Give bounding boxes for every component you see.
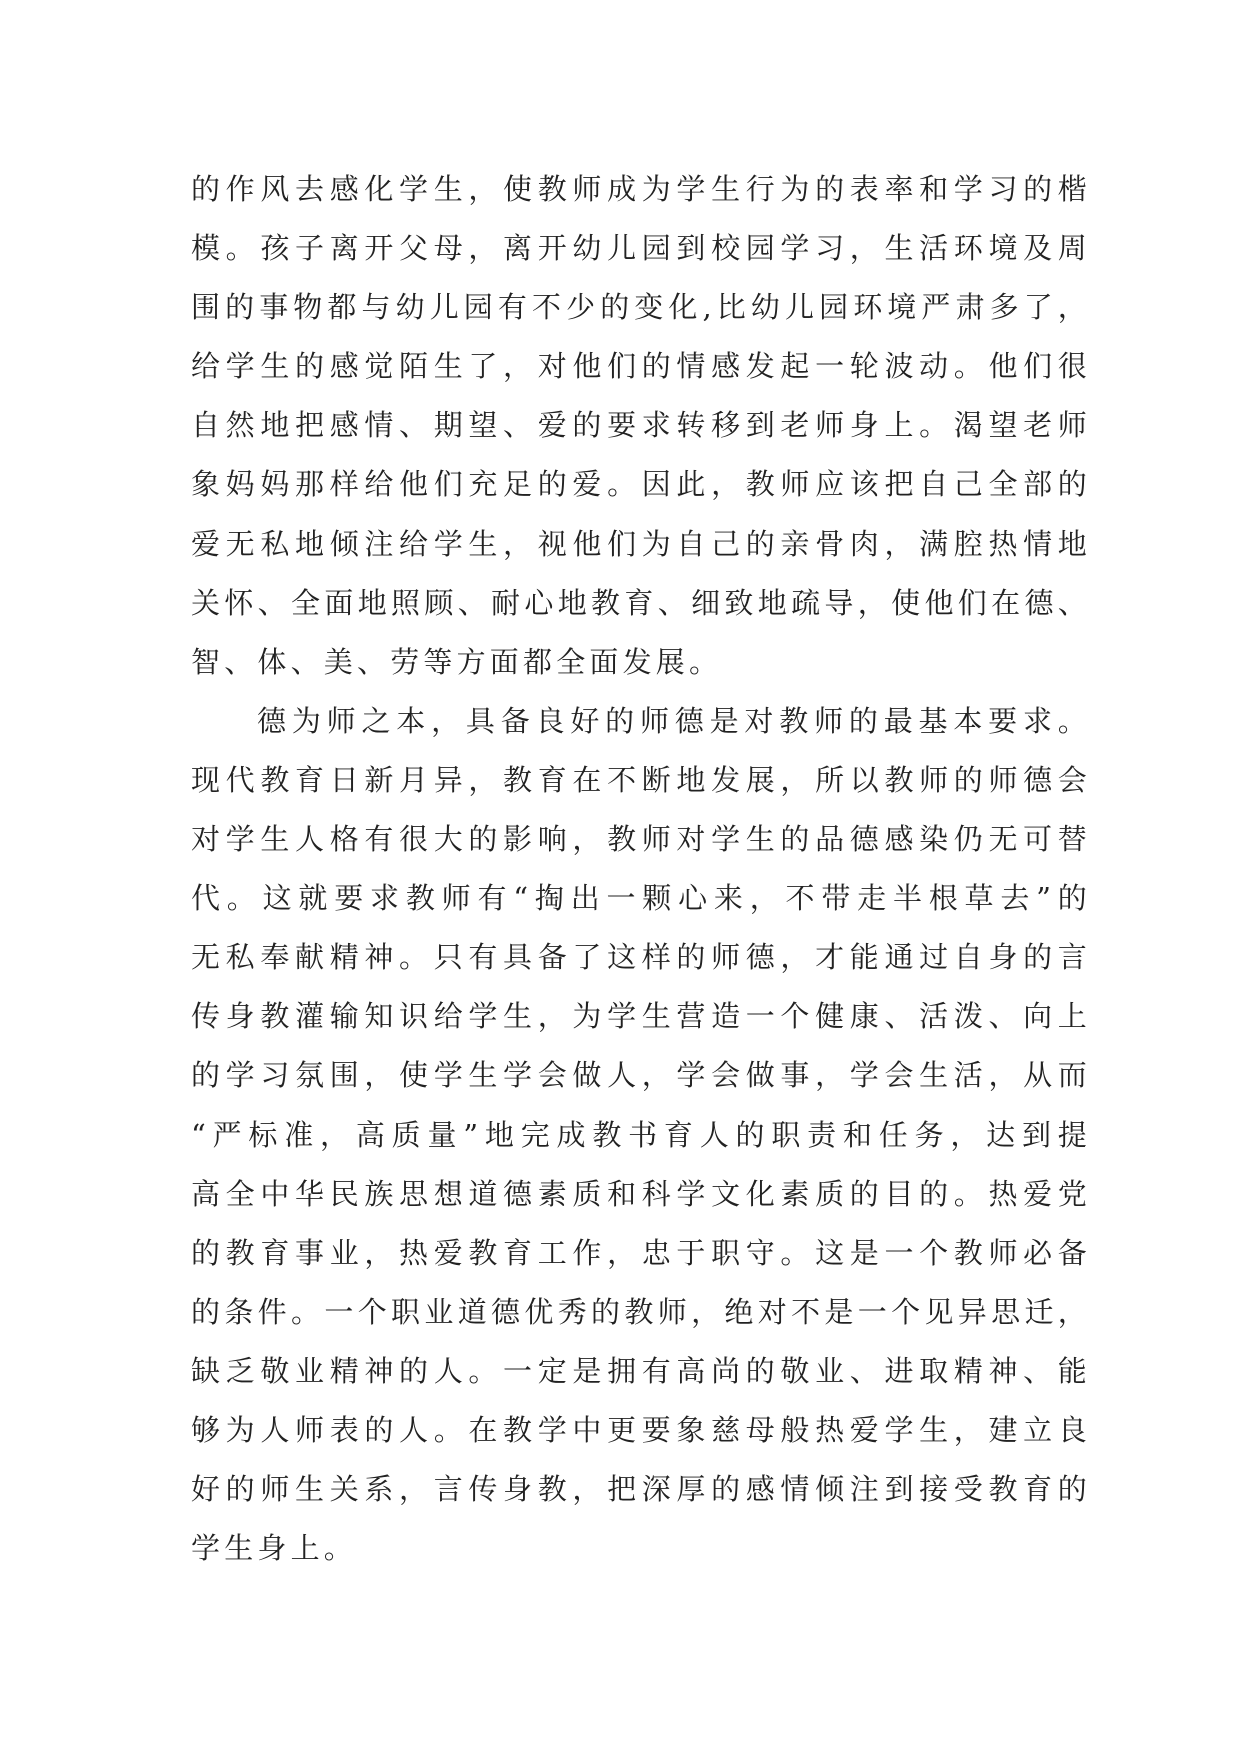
paragraph-1-line: 给学生的感觉陌生了，对他们的情感发起一轮波动。他们很	[191, 349, 1091, 384]
paragraph-2-line: 无私奉献精神。只有具备了这样的师德，才能通过自身的言	[191, 940, 1091, 975]
paragraph-2-line: 的学习氛围，使学生学会做人，学会做事，学会生活，从而	[191, 1058, 1091, 1093]
paragraph-2-last-line: 学生身上。	[191, 1531, 358, 1566]
paragraph-2-line: 的条件。一个职业道德优秀的教师，绝对不是一个见异思迁，	[191, 1294, 1091, 1329]
paragraph-1-line: 关怀、全面地照顾、耐心地教育、细致地疏导，使他们在德、	[191, 585, 1091, 620]
paragraph-1-line: 的作风去感化学生，使教师成为学生行为的表率和学习的楷	[191, 172, 1091, 206]
paragraph-2-line: “严标准，高质量”地完成教书育人的职责和任务，达到提	[191, 1117, 1091, 1152]
paragraph-2-line: 现代教育日新月异，教育在不断地发展，所以教师的师德会	[191, 762, 1091, 797]
paragraph-1-line: 自然地把感情、期望、爱的要求转移到老师身上。渴望老师	[191, 408, 1091, 443]
paragraph-2-line: 缺乏敬业精神的人。一定是拥有高尚的敬业、进取精神、能	[191, 1353, 1091, 1388]
paragraph-2-line: 好的师生关系，言传身教，把深厚的感情倾注到接受教育的	[191, 1472, 1091, 1507]
paragraph-2-line: 高全中华民族思想道德素质和科学文化素质的目的。热爱党	[191, 1176, 1091, 1211]
paragraph-2-line: 够为人师表的人。在教学中更要象慈母般热爱学生，建立良	[191, 1412, 1091, 1447]
paragraph-1-line: 围的事物都与幼儿园有不少的变化,比幼儿园环境严肃多了，	[191, 290, 1091, 325]
body-text	[191, 160, 1091, 1578]
paragraph-2-first-line: 德为师之本，具备良好的师德是对教师的最基本要求。	[257, 703, 1091, 738]
paragraph-2-line: 对学生人格有很大的影响，教师对学生的品德感染仍无可替	[191, 822, 1091, 857]
paragraph-2-line: 的教育事业，热爱教育工作，忠于职守。这是一个教师必备	[191, 1235, 1091, 1270]
paragraph-2-line: 代。这就要求教师有“掏出一颗心来，不带走半根草去”的	[191, 881, 1091, 916]
paragraph-2-line: 传身教灌输知识给学生，为学生营造一个健康、活泼、向上	[191, 999, 1091, 1034]
paragraph-1-line: 模。孩子离开父母，离开幼儿园到校园学习，生活环境及周	[191, 231, 1091, 266]
paragraph-1-last-line: 智、体、美、劳等方面都全面发展。	[191, 644, 723, 679]
paragraph-1-line: 爱无私地倾注给学生，视他们为自己的亲骨肉，满腔热情地	[191, 526, 1091, 561]
paragraph-1-line: 象妈妈那样给他们充足的爱。因此，教师应该把自己全部的	[191, 467, 1091, 502]
